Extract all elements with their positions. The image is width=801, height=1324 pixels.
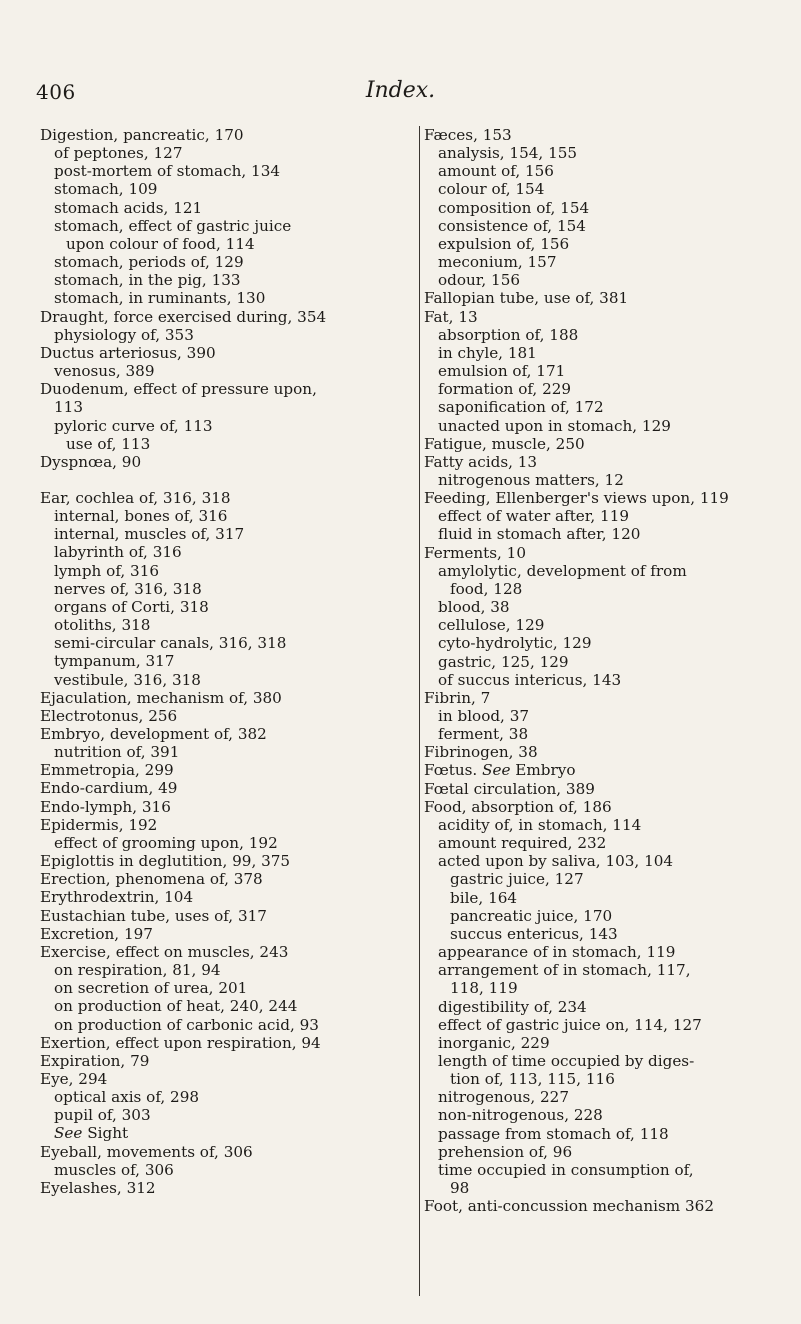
- index-entry: [40, 380, 418, 398]
- index-entry: [40, 943, 418, 961]
- entry-text: stomach acids, 121: [54, 198, 203, 217]
- index-subentry: [424, 199, 772, 217]
- index-subentry: [424, 1016, 772, 1034]
- entry-text: Eustachian tube, uses of, 317: [40, 906, 267, 925]
- index-subentry: [40, 1124, 418, 1142]
- index-subentry: [40, 743, 418, 761]
- index-subentry: [40, 997, 418, 1015]
- index-subentry: [40, 562, 418, 580]
- index-entry: [40, 1143, 418, 1161]
- index-subentry: [424, 907, 772, 925]
- entry-text: stomach, in ruminants, 130: [54, 289, 266, 308]
- index-entry: [40, 707, 418, 725]
- index-subentry: [40, 507, 418, 525]
- page-header: [0, 78, 801, 108]
- see-reference: See: [54, 1124, 88, 1143]
- index-subentry: [40, 199, 418, 217]
- entry-text: nerves of, 316, 318: [54, 579, 202, 598]
- index-column-right: [424, 126, 772, 1215]
- entry-text: Exertion, effect upon respiration, 94: [40, 1033, 321, 1052]
- entry-text: Fatty acids, 13: [424, 452, 538, 471]
- index-subentry: [40, 217, 418, 235]
- index-subentry: [424, 525, 772, 543]
- index-subentry: [40, 362, 418, 380]
- entry-text: fluid in stomach after, 120: [438, 525, 641, 544]
- index-subentry: [424, 162, 772, 180]
- entry-text: organs of Corti, 318: [54, 597, 209, 616]
- index-subentry: [424, 1070, 772, 1088]
- page-title: Index.: [365, 78, 436, 103]
- index-entry: [424, 544, 772, 562]
- index-entry: [40, 798, 418, 816]
- entry-text: tympanum, 317: [54, 652, 175, 671]
- entry-text: Fæces, 153: [424, 126, 512, 144]
- index-entry: [424, 743, 772, 761]
- section-gap: [40, 471, 418, 489]
- entry-text: saponification of, 172: [438, 398, 604, 417]
- entry-text: cellulose, 129: [438, 616, 545, 635]
- entry-text: prehension of, 96: [438, 1142, 573, 1161]
- entry-text: nutrition of, 391: [54, 743, 180, 762]
- index-subentry: [424, 653, 772, 671]
- entry-text: Electrotonus, 256: [40, 706, 178, 725]
- entry-text: on respiration, 81, 94: [54, 961, 221, 980]
- entry-text: tion of, 113, 115, 116: [450, 1070, 615, 1089]
- index-subentry: [424, 180, 772, 198]
- entry-text: Duodenum, effect of pressure upon,: [40, 380, 317, 399]
- entry-text: unacted upon in stomach, 129: [438, 416, 671, 435]
- entry-text: of succus intericus, 143: [438, 670, 622, 689]
- page-number: 406: [36, 80, 76, 104]
- entry-text: Emmetropia, 299: [40, 761, 174, 780]
- index-entry: [424, 1197, 772, 1215]
- entry-text: food, 128: [450, 579, 523, 598]
- entry-text: muscles of, 306: [54, 1160, 174, 1179]
- index-subentry: [40, 616, 418, 634]
- index-subentry: [40, 235, 418, 253]
- entry-text: appearance of in stomach, 119: [438, 943, 676, 962]
- entry-text: emulsion of, 171: [438, 362, 566, 381]
- index-subentry: [424, 1052, 772, 1070]
- entry-text: Embryo: [515, 761, 576, 780]
- entry-text: Excretion, 197: [40, 924, 153, 943]
- index-subentry: [40, 398, 418, 416]
- index-subentry: [424, 471, 772, 489]
- entry-text: absorption of, 188: [438, 325, 579, 344]
- index-subentry: [40, 979, 418, 997]
- index-entry: [40, 779, 418, 797]
- index-subentry: [40, 162, 418, 180]
- entry-text: amount of, 156: [438, 162, 554, 181]
- index-subentry: [424, 616, 772, 634]
- entry-text: in blood, 37: [438, 707, 530, 725]
- index-subentry: [40, 580, 418, 598]
- entry-text: colour of, 154: [438, 180, 545, 199]
- entry-text: internal, bones of, 316: [54, 507, 228, 526]
- index-subentry: [40, 634, 418, 652]
- index-entry: [40, 761, 418, 779]
- entry-text: digestibility of, 234: [438, 997, 587, 1016]
- index-subentry: [424, 834, 772, 852]
- index-subentry: [40, 671, 418, 689]
- entry-text: on secretion of urea, 201: [54, 979, 248, 998]
- index-entry: [424, 798, 772, 816]
- index-subentry: [424, 417, 772, 435]
- index-subentry: [424, 925, 772, 943]
- entry-text: Embryo, development of, 382: [40, 725, 267, 743]
- index-entry: [424, 289, 772, 307]
- index-subentry: [424, 507, 772, 525]
- entry-text: succus entericus, 143: [450, 924, 618, 943]
- index-subentry: [424, 979, 772, 997]
- index-entry: [40, 1034, 418, 1052]
- index-subentry: [40, 598, 418, 616]
- entry-text: Endo-cardium, 49: [40, 779, 178, 798]
- entry-text: physiology of, 353: [54, 325, 194, 344]
- entry-text: Ductus arteriosus, 390: [40, 343, 216, 362]
- entry-heading: Fœtus.: [424, 761, 483, 780]
- index-subentry: [40, 543, 418, 561]
- entry-text: blood, 38: [438, 598, 510, 617]
- index-entry: [40, 852, 418, 870]
- index-subentry: [424, 344, 772, 362]
- entry-text: Endo-lymph, 316: [40, 797, 171, 816]
- index-subentry: [424, 1088, 772, 1106]
- entry-text: Ear, cochlea of, 316, 318: [40, 488, 231, 507]
- index-subentry: [40, 1161, 418, 1179]
- index-subentry: [424, 816, 772, 834]
- entry-text: use of, 113: [66, 434, 151, 453]
- index-entry: [40, 725, 418, 743]
- entry-text: formation of, 229: [438, 380, 572, 399]
- index-subentry: [424, 943, 772, 961]
- index-subentry: [424, 362, 772, 380]
- entry-text: nitrogenous, 227: [438, 1088, 569, 1107]
- entry-text: Epiglottis in deglutition, 99, 375: [40, 852, 291, 871]
- entry-text: bile, 164: [450, 888, 518, 907]
- entry-text: Expiration, 79: [40, 1051, 150, 1070]
- entry-text: Feeding, Ellenberger's views upon, 119: [424, 489, 729, 508]
- entry-text: stomach, in the pig, 133: [54, 271, 241, 290]
- index-entry: [40, 453, 418, 471]
- index-subentry: [40, 1088, 418, 1106]
- index-subentry: [424, 326, 772, 344]
- index-entry: [424, 308, 772, 326]
- entry-text: gastric, 125, 129: [438, 652, 569, 671]
- index-subentry: [424, 671, 772, 689]
- index-entry: [40, 689, 418, 707]
- index-entry: [40, 1070, 418, 1088]
- index-entry: [40, 907, 418, 925]
- index-entry: [424, 780, 772, 798]
- index-subentry: [40, 435, 418, 453]
- entry-text: Foot, anti-concussion mechanism 362: [424, 1197, 714, 1216]
- entry-text: composition of, 154: [438, 198, 590, 217]
- entry-text: amylolytic, development of from: [438, 561, 687, 580]
- index-subentry: [424, 961, 772, 979]
- entry-text: gastric juice, 127: [450, 870, 584, 889]
- index-entry: [40, 308, 418, 326]
- entry-text: Eyelashes, 312: [40, 1178, 156, 1197]
- index-subentry: [424, 380, 772, 398]
- index-entry: [424, 689, 772, 707]
- entry-text: acidity of, in stomach, 114: [438, 815, 642, 834]
- index-subentry: [424, 1125, 772, 1143]
- entry-text: Fibrinogen, 38: [424, 743, 538, 762]
- index-entry: [40, 870, 418, 888]
- entry-text: passage from stomach of, 118: [438, 1124, 669, 1143]
- entry-text: acted upon by saliva, 103, 104: [438, 852, 674, 871]
- index-subentry: [424, 870, 772, 888]
- index-subentry: [424, 998, 772, 1016]
- index-subentry: [424, 598, 772, 616]
- entry-text: stomach, effect of gastric juice: [54, 216, 292, 235]
- entry-text: effect of water after, 119: [438, 507, 630, 526]
- index-entry: [40, 1179, 418, 1197]
- index-entry: [40, 489, 418, 507]
- entry-text: inorganic, 229: [438, 1033, 550, 1052]
- index-subentry: [424, 235, 772, 253]
- index-subentry: [40, 652, 418, 670]
- index-subentry: [40, 525, 418, 543]
- entry-text: meconium, 157: [438, 253, 557, 272]
- entry-text: pancreatic juice, 170: [450, 906, 613, 925]
- entry-text: Draught, force exercised during, 354: [40, 307, 327, 326]
- entry-text: time occupied in consumption of,: [438, 1160, 694, 1179]
- entry-text: Fœtal circulation, 389: [424, 779, 595, 798]
- entry-text: odour, 156: [438, 271, 521, 290]
- entry-text: post-mortem of stomach, 134: [54, 162, 281, 181]
- index-entry: [424, 435, 772, 453]
- index-entry: [424, 489, 772, 507]
- entry-text: nitrogenous matters, 12: [438, 470, 624, 489]
- entry-text: semi-circular canals, 316, 318: [54, 634, 287, 653]
- entry-text: 118, 119: [450, 979, 518, 998]
- index-subentry: [424, 562, 772, 580]
- entry-text: Food, absorption of, 186: [424, 797, 612, 816]
- entry-text: Ejaculation, mechanism of, 380: [40, 688, 282, 707]
- entry-text: effect of grooming upon, 192: [54, 833, 278, 852]
- index-subentry: [40, 253, 418, 271]
- index-subentry: [424, 852, 772, 870]
- entry-text: Exercise, effect on muscles, 243: [40, 942, 289, 961]
- index-subentry: [40, 1106, 418, 1124]
- index-subentry: [424, 253, 772, 271]
- index-entry: [40, 1052, 418, 1070]
- index-entry: [424, 761, 772, 779]
- index-entry: [40, 344, 418, 362]
- entry-text: cyto-hydrolytic, 129: [438, 634, 592, 653]
- entry-text: optical axis of, 298: [54, 1088, 200, 1107]
- entry-text: stomach, periods of, 129: [54, 253, 244, 272]
- index-subentry: [40, 961, 418, 979]
- entry-text: non-nitrogenous, 228: [438, 1106, 603, 1125]
- entry-text: Fallopian tube, use of, 381: [424, 289, 629, 308]
- entry-text: internal, muscles of, 317: [54, 525, 245, 544]
- index-subentry: [424, 1161, 772, 1179]
- entry-text: analysis, 154, 155: [438, 144, 578, 163]
- entry-text: Fat, 13: [424, 307, 478, 326]
- entry-text: on production of carbonic acid, 93: [54, 1015, 319, 1034]
- entry-text: 98: [450, 1179, 470, 1198]
- entry-text: Ferments, 10: [424, 543, 527, 562]
- entry-text: arrangement of in stomach, 117,: [438, 961, 691, 980]
- entry-text: Erythrodextrin, 104: [40, 888, 194, 907]
- index-entry: [424, 126, 772, 144]
- entry-text: in chyle, 181: [438, 343, 537, 362]
- column-divider: [419, 126, 420, 1296]
- index-subentry: [424, 217, 772, 235]
- entry-text: effect of gastric juice on, 114, 127: [438, 1015, 702, 1034]
- index-subentry: [40, 289, 418, 307]
- index-subentry: [424, 725, 772, 743]
- entry-text: Fatigue, muscle, 250: [424, 434, 585, 453]
- entry-text: Epidermis, 192: [40, 815, 158, 834]
- entry-text: consistence of, 154: [438, 216, 586, 235]
- index-subentry: [424, 1034, 772, 1052]
- index-subentry: [424, 271, 772, 289]
- index-entry: [40, 816, 418, 834]
- entry-text: pyloric curve of, 113: [54, 416, 213, 435]
- index-subentry: [424, 1106, 772, 1124]
- index-column-left: [40, 126, 418, 1197]
- entry-text: otoliths, 318: [54, 616, 151, 635]
- entry-text: lymph of, 316: [54, 561, 160, 580]
- index-subentry: [40, 417, 418, 435]
- entry-text: upon colour of food, 114: [66, 234, 255, 253]
- entry-text: Eye, 294: [40, 1069, 108, 1088]
- entry-text: ferment, 38: [438, 725, 529, 744]
- entry-text: Erection, phenomena of, 378: [40, 870, 263, 889]
- index-subentry: [424, 1179, 772, 1197]
- entry-text: on production of heat, 240, 244: [54, 997, 298, 1016]
- entry-text: length of time occupied by diges-: [438, 1051, 695, 1070]
- entry-text: stomach, 109: [54, 180, 158, 199]
- index-entry: [424, 453, 772, 471]
- index-entry: [40, 126, 418, 144]
- entry-text: venosus, 389: [54, 362, 155, 381]
- entry-text: of peptones, 127: [54, 144, 183, 163]
- entry-text: Fibrin, 7: [424, 688, 491, 707]
- entry-text: vestibule, 316, 318: [54, 670, 201, 689]
- index-subentry: [40, 326, 418, 344]
- index-subentry: [40, 271, 418, 289]
- index-subentry: [424, 634, 772, 652]
- index-subentry: [40, 1016, 418, 1034]
- index-subentry: [424, 144, 772, 162]
- entry-text: expulsion of, 156: [438, 234, 570, 253]
- index-subentry: [424, 398, 772, 416]
- index-subentry: [424, 1143, 772, 1161]
- entry-text: Sight: [87, 1124, 129, 1143]
- entry-text: amount required, 232: [438, 834, 607, 853]
- index-entry: [40, 888, 418, 906]
- index-subentry: [424, 707, 772, 725]
- index-subentry: [424, 580, 772, 598]
- entry-text: Dyspnœa, 90: [40, 452, 142, 471]
- entry-text: 113: [54, 398, 83, 417]
- index-subentry: [40, 144, 418, 162]
- index-subentry: [40, 834, 418, 852]
- index-subentry: [424, 889, 772, 907]
- entry-text: labyrinth of, 316: [54, 543, 182, 562]
- entry-text: pupil of, 303: [54, 1106, 151, 1125]
- index-subentry: [40, 180, 418, 198]
- entry-text: Digestion, pancreatic, 170: [40, 126, 244, 144]
- index-entry: [40, 925, 418, 943]
- entry-text: Eyeball, movements of, 306: [40, 1142, 253, 1161]
- see-reference: See: [482, 761, 516, 780]
